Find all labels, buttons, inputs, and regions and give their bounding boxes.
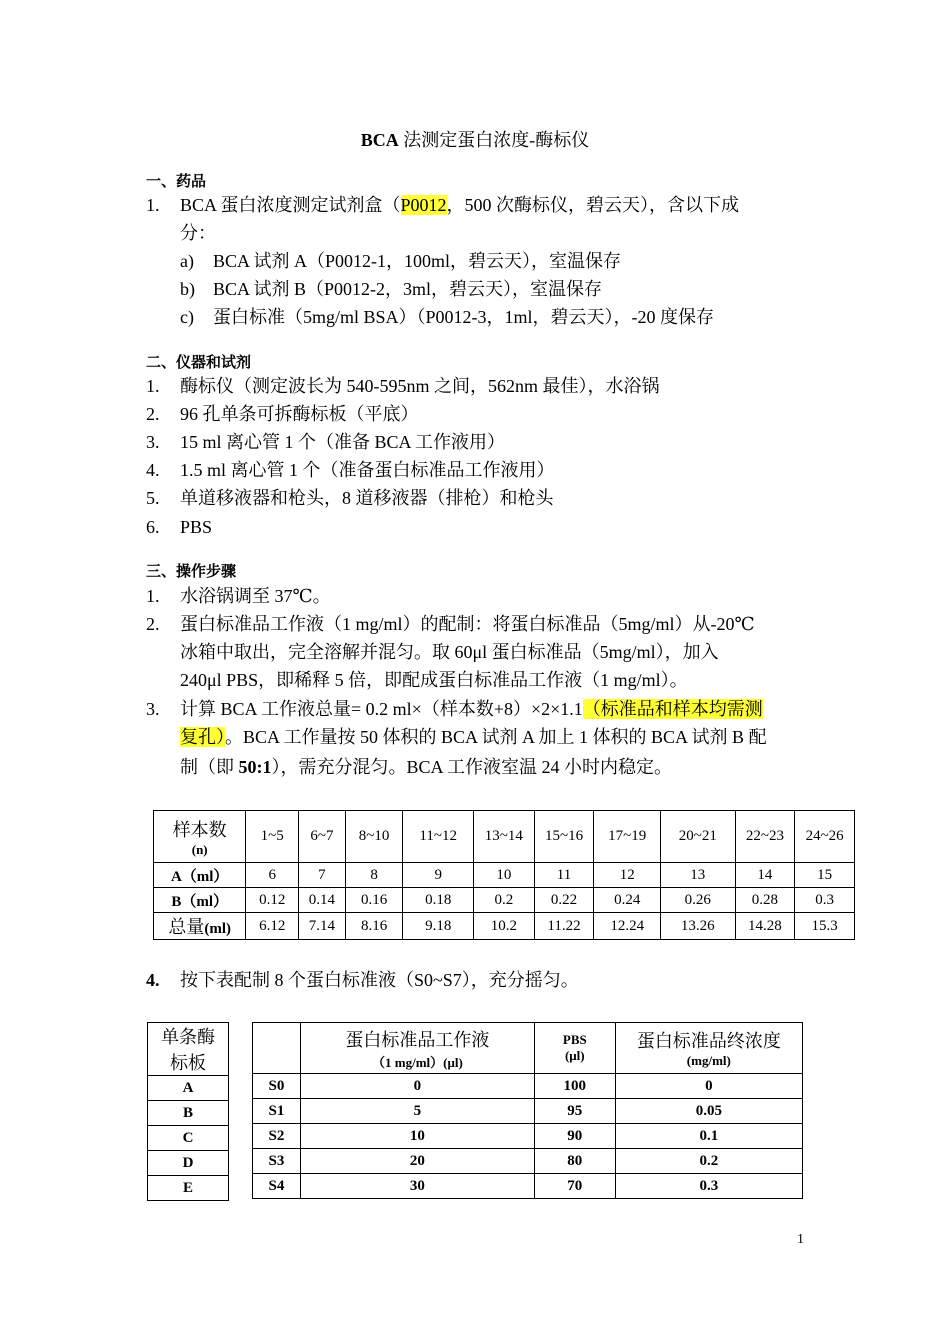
table-cell: 13 bbox=[661, 863, 736, 888]
list-number: 4. bbox=[146, 970, 160, 990]
table-cell: B bbox=[148, 1101, 229, 1126]
table-cell: 0.18 bbox=[403, 888, 474, 913]
table-cell: 10 bbox=[473, 863, 534, 888]
table-cell: 0.2 bbox=[473, 888, 534, 913]
table-cell: 6 bbox=[246, 863, 299, 888]
step-3-line-1 bbox=[180, 695, 763, 723]
table-cell: 20 bbox=[300, 1149, 534, 1174]
table-header: 17~19 bbox=[594, 811, 661, 863]
table-cell: 12 bbox=[594, 863, 661, 888]
table-header: 22~23 bbox=[735, 811, 795, 863]
step-3-text: 制（即 bbox=[180, 757, 239, 777]
table-cell: 12.24 bbox=[594, 913, 661, 940]
table-cell: 15 bbox=[795, 863, 855, 888]
table-cell: 0.1 bbox=[615, 1124, 802, 1149]
header-label: 标板 bbox=[170, 1053, 206, 1073]
table-cell: D bbox=[148, 1151, 229, 1176]
table-cell: 0.16 bbox=[345, 888, 403, 913]
table-header: 11~12 bbox=[403, 811, 474, 863]
reagent-a: BCA 试剂 A（P0012-1，100ml，碧云天），室温保存 bbox=[213, 251, 622, 271]
sub-mark: c) bbox=[180, 307, 194, 327]
table-cell: S2 bbox=[253, 1124, 301, 1149]
table-cell: S3 bbox=[253, 1149, 301, 1174]
table-cell: 0.14 bbox=[299, 888, 346, 913]
table-cell: 15.3 bbox=[795, 913, 855, 940]
ratio-bold: 50:1 bbox=[238, 757, 272, 777]
step-3-line-2 bbox=[180, 723, 767, 751]
table-header: 1~5 bbox=[246, 811, 299, 863]
table-cell: 90 bbox=[534, 1124, 615, 1149]
table-cell: 7.14 bbox=[299, 913, 346, 940]
list-item: PBS bbox=[180, 517, 213, 537]
table-row bbox=[253, 1099, 803, 1124]
table-cell: 14.28 bbox=[735, 913, 795, 940]
table-cell: 6.12 bbox=[246, 913, 299, 940]
protein-standard: 蛋白标准（5mg/ml BSA）（P0012-3，1ml，碧云天），-20 度保存 bbox=[213, 307, 715, 327]
table-row bbox=[253, 1149, 803, 1174]
table-cell: 100 bbox=[534, 1074, 615, 1099]
list-item: 单道移液器和枪头，8 道移液器（排枪）和枪头 bbox=[180, 488, 554, 508]
list-number: 1. bbox=[146, 376, 160, 396]
list-number: 4. bbox=[146, 460, 160, 480]
table-header bbox=[300, 1023, 534, 1074]
table-cell: 9.18 bbox=[403, 913, 474, 940]
table-row bbox=[253, 1124, 803, 1149]
header-label: 样本数 bbox=[172, 819, 227, 840]
header-unit: (μl) bbox=[564, 1048, 585, 1063]
table-cell: 0 bbox=[300, 1074, 534, 1099]
step-4: 按下表配制 8 个蛋白标准液（S0~S7），充分摇匀。 bbox=[180, 970, 579, 990]
list-item: 1.5 ml 离心管 1 个（准备蛋白标准品工作液用） bbox=[180, 460, 555, 480]
list-number: 5. bbox=[146, 488, 160, 508]
table-header bbox=[615, 1023, 802, 1074]
table-header: 13~14 bbox=[473, 811, 534, 863]
table-cell: 8 bbox=[345, 863, 403, 888]
section-heading-drugs: 一、药品 bbox=[146, 172, 207, 190]
table-header bbox=[154, 811, 246, 863]
list-number: 1. bbox=[146, 586, 160, 606]
table-cell: 11 bbox=[534, 863, 594, 888]
table-cell: 10.2 bbox=[473, 913, 534, 940]
table-header: 8~10 bbox=[345, 811, 403, 863]
list-number: 1. bbox=[146, 195, 160, 215]
row-label: A（ml） bbox=[154, 863, 246, 888]
drug-kit-line bbox=[180, 191, 739, 219]
table-header: 20~21 bbox=[661, 811, 736, 863]
title-bold-part: BCA bbox=[360, 130, 399, 150]
list-number: 6. bbox=[146, 517, 160, 537]
table-cell: A bbox=[148, 1076, 229, 1101]
table-cell: E bbox=[148, 1176, 229, 1201]
table-cell: 80 bbox=[534, 1149, 615, 1174]
table-header-empty bbox=[253, 1023, 301, 1074]
table-row bbox=[253, 1074, 803, 1099]
row-label bbox=[154, 913, 246, 940]
table-cell: 0.24 bbox=[594, 888, 661, 913]
step-1: 水浴锅调至 37℃。 bbox=[180, 586, 331, 606]
row-label-main: 总量 bbox=[168, 917, 205, 937]
section-heading-instruments: 二、仪器和试剂 bbox=[146, 353, 252, 371]
drug-kit-text: BCA 蛋白浓度测定试剂盒（ bbox=[180, 195, 401, 215]
table-cell: 70 bbox=[534, 1174, 615, 1199]
table-cell: 0.2 bbox=[615, 1149, 802, 1174]
sub-mark: a) bbox=[180, 251, 194, 271]
step-3-line-3 bbox=[180, 753, 672, 781]
table-cell: 0.05 bbox=[615, 1099, 802, 1124]
table-cell: 7 bbox=[299, 863, 346, 888]
table-cell: 9 bbox=[403, 863, 474, 888]
step-3-formula: 计算 BCA 工作液总量= 0.2 ml×（样本数+8）×2×1.1 bbox=[180, 699, 583, 719]
sub-mark: b) bbox=[180, 279, 195, 299]
step-3-text: ），需充分混匀。BCA 工作液室温 24 小时内稳定。 bbox=[271, 757, 673, 777]
table-header: 24~26 bbox=[795, 811, 855, 863]
table-cell: 0 bbox=[615, 1074, 802, 1099]
table-row bbox=[154, 913, 855, 940]
section-heading-steps: 三、操作步骤 bbox=[146, 562, 237, 580]
table-cell: 0.3 bbox=[795, 888, 855, 913]
list-number: 2. bbox=[146, 614, 160, 634]
table-cell: 0.12 bbox=[246, 888, 299, 913]
table-header bbox=[148, 1023, 229, 1076]
table-header bbox=[534, 1023, 615, 1074]
step-2-line-1: 蛋白标准品工作液（1 mg/ml）的配制：将蛋白标准品（5mg/ml）从-20℃ bbox=[180, 614, 755, 634]
table-cell: 11.22 bbox=[534, 913, 594, 940]
header-unit: (n) bbox=[191, 841, 208, 857]
header-label: 蛋白标准品工作液 bbox=[345, 1029, 490, 1050]
table-cell: 8.16 bbox=[345, 913, 403, 940]
table-cell: 0.22 bbox=[534, 888, 594, 913]
step-2-line-3: 240μl PBS，即稀释 5 倍，即配成蛋白标准品工作液（1 mg/ml）。 bbox=[180, 670, 688, 690]
plate-row-table bbox=[147, 1022, 229, 1201]
header-unit: (mg/ml) bbox=[686, 1053, 731, 1068]
reagent-b: BCA 试剂 B（P0012-2，3ml，碧云天），室温保存 bbox=[213, 279, 603, 299]
list-number: 2. bbox=[146, 404, 160, 424]
table-cell: 14 bbox=[735, 863, 795, 888]
catalog-highlight: P0012 bbox=[400, 195, 447, 215]
table-cell: 0.26 bbox=[661, 888, 736, 913]
header-label: 蛋白标准品终浓度 bbox=[636, 1031, 781, 1051]
header-unit: （1 mg/ml）(μl) bbox=[372, 1054, 463, 1070]
list-item: 96 孔单条可拆酶标板（平底） bbox=[180, 404, 419, 424]
row-label: B（ml） bbox=[154, 888, 246, 913]
table-cell: C bbox=[148, 1126, 229, 1151]
standard-dilution-table bbox=[252, 1022, 803, 1199]
row-label-unit: (ml) bbox=[204, 921, 232, 937]
page-number: 1 bbox=[797, 1232, 804, 1247]
list-number: 3. bbox=[146, 699, 160, 719]
table-row bbox=[154, 863, 855, 888]
step-3-text: 。BCA 工作量按 50 体积的 BCA 试剂 A 加上 1 体积的 BCA 试剂 B 配 bbox=[225, 727, 767, 747]
page-title bbox=[0, 126, 950, 152]
drug-kit-text-tail: ，500 次酶标仪，碧云天），含以下成 bbox=[446, 195, 740, 215]
step-3-highlight: （标准品和样本均需测 bbox=[582, 699, 763, 719]
list-item: 酶标仪（测定波长为 540-595nm 之间，562nm 最佳），水浴锅 bbox=[180, 376, 660, 396]
table-cell: 30 bbox=[300, 1174, 534, 1199]
step-2-line-2: 冰箱中取出，完全溶解并混匀。取 60μl 蛋白标准品（5mg/ml），加入 bbox=[180, 642, 719, 662]
list-item: 15 ml 离心管 1 个（准备 BCA 工作液用） bbox=[180, 432, 506, 452]
title-rest: 法测定蛋白浓度-酶标仪 bbox=[398, 130, 590, 150]
step-3-highlight: 复孔） bbox=[180, 727, 225, 747]
table-cell: S1 bbox=[253, 1099, 301, 1124]
table-cell: 95 bbox=[534, 1099, 615, 1124]
table-cell: 0.28 bbox=[735, 888, 795, 913]
table-header: 15~16 bbox=[534, 811, 594, 863]
drug-kit-line-cont: 分： bbox=[180, 223, 216, 243]
table-cell: 5 bbox=[300, 1099, 534, 1124]
table-cell: 10 bbox=[300, 1124, 534, 1149]
table-cell: 13.26 bbox=[661, 913, 736, 940]
table-row bbox=[154, 888, 855, 913]
header-label: 单条酶 bbox=[161, 1027, 215, 1047]
table-cell: 0.3 bbox=[615, 1174, 802, 1199]
table-row bbox=[253, 1174, 803, 1199]
table-header: 6~7 bbox=[299, 811, 346, 863]
table-cell: S0 bbox=[253, 1074, 301, 1099]
table-cell: S4 bbox=[253, 1174, 301, 1199]
list-number: 3. bbox=[146, 432, 160, 452]
header-label: PBS bbox=[562, 1032, 587, 1047]
bca-volume-table bbox=[153, 810, 855, 940]
